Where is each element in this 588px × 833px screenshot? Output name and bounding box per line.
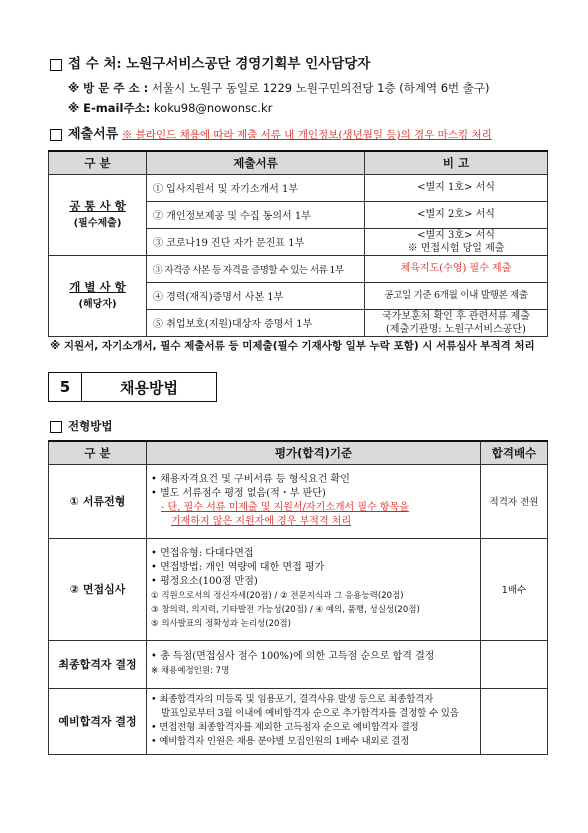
red-note: - 단, 필수 서류 미제출 및 지원서/자기소개서 필수 항목을: [161, 502, 409, 513]
multiplier-cell: 적격자 전원: [481, 464, 548, 538]
criteria-item: • 평정요소(100점 만점): [151, 576, 258, 587]
criteria-item: • 총 득점(면접심사 점수 100%)에 의한 고득점 순으로 합격 결정: [151, 651, 435, 662]
remark-cell: <별지 2호> 서식: [365, 201, 548, 228]
doc-cell: ① 입사지원서 및 자기소개서 1부: [147, 174, 365, 201]
table-row: [49, 464, 548, 538]
disqualification-warning: ※ 지원서, 자기소개서, 필수 제출서류 등 미제출(필수 기재사항 일부 누락 포함) 시 서류심사 부적격 처리: [50, 340, 535, 352]
checkbox-icon: [50, 59, 62, 71]
scoring-item: ③ 창의력, 의지력, 기타발전 가능성(20점) / ④ 예의, 품행, 성실성(20점): [151, 605, 420, 615]
remark-cell: <별지 1호> 서식: [365, 174, 548, 201]
stage-document-screening: ① 서류전형: [49, 464, 147, 538]
category-sub: (해당자): [78, 298, 117, 310]
table-header-row: [49, 441, 548, 464]
table-header-row: [49, 151, 548, 174]
stage-interview: ② 면접심사: [49, 538, 147, 640]
table-row: [49, 688, 548, 754]
section-number: 5: [49, 373, 82, 401]
category-sub: (필수제출): [73, 217, 122, 229]
checkbox-icon: [50, 129, 62, 141]
multiplier-cell: [481, 688, 548, 754]
criteria-cell: [147, 640, 481, 688]
doc-cell: ③ 자격증 사본 등 자격을 증명할 수 있는 서류 1부: [147, 255, 365, 282]
doc-cell: ③ 코로나19 진단 자가 문진표 1부: [147, 228, 365, 255]
criteria-item: • 면접전형 최종합격자를 제외한 고득점자 순으로 예비합격자 결정: [151, 722, 419, 733]
category-common: [49, 174, 147, 255]
criteria-item: • 채용자격요건 및 구비서류 등 형식요건 확인: [151, 474, 350, 485]
email-value: koku98@nowonsc.kr: [153, 101, 273, 115]
multiplier-cell: 1배수: [481, 538, 548, 640]
criteria-item: • 면접유형: 다대다면접: [151, 548, 254, 559]
planned-headcount: ※ 채용예정인원: 7명: [151, 666, 230, 676]
process-heading-text: 전형방법: [68, 419, 113, 433]
remark-cell: 체육지도(수영) 필수 제출: [365, 255, 548, 282]
criteria-item: • 최종합격자의 미등록 및 임용포기, 결격사유 발생 등으로 최종합격자: [151, 694, 434, 705]
criteria-cell: [147, 538, 481, 640]
process-heading: [50, 418, 112, 434]
remark-line: (제출기관명: 노원구서비스공단): [386, 323, 526, 335]
remark-cell: [365, 309, 548, 336]
selection-process-table: [48, 440, 548, 755]
category-label: 공 통 사 항: [69, 198, 126, 213]
criteria-item: • 예비합격자 인원은 채용 분야별 모집인원의 1배수 내외로 결정: [151, 736, 410, 747]
remark-line: 국가보훈처 확인 후 관련서류 제출: [382, 310, 530, 322]
contact-heading: [50, 52, 370, 72]
header-category: 구 분: [49, 151, 147, 174]
criteria-item: 발표일로부터 3월 이내에 예비합격자 순으로 추가합격자를 결정할 수 있음: [161, 708, 459, 719]
remark-line: ※ 면접시험 당일 제출: [407, 242, 505, 254]
red-note: 기재하지 않은 지원자에 경우 부적격 처리: [171, 516, 352, 527]
table-row: [49, 640, 548, 688]
section-header: [48, 372, 217, 402]
address-line: [68, 80, 490, 96]
remark-cell: [365, 228, 548, 255]
table-row: [49, 538, 548, 640]
doc-cell: ② 개인정보제공 및 수집 동의서 1부: [147, 201, 365, 228]
remark-line: <별지 3호> 서식: [417, 229, 495, 241]
masking-note: ※ 블라인드 채용에 따라 제출 서류 내 개인정보(생년월일 등)의 경우 마스킹 처리: [121, 129, 492, 141]
email-label: ※ E-mail주소:: [68, 101, 151, 115]
scoring-item: ① 직원으로서의 정신자세(20점) / ② 전문지식과 그 응용능력(20점): [151, 591, 404, 601]
stage-reserve-decision: 예비합격자 결정: [49, 688, 147, 754]
scoring-item: ⑤ 의사발표의 정확성과 논리성(20점): [151, 619, 291, 629]
category-individual: [49, 255, 147, 336]
multiplier-cell: [481, 640, 548, 688]
contact-heading-text: 접 수 처: 노원구서비스공단 경영기획부 인사담당자: [68, 56, 371, 72]
criteria-item: • 별도 서류점수 평정 없음(적・부 판단): [151, 488, 326, 499]
header-remarks: 비 고: [365, 151, 548, 174]
header-multiplier: 합격배수: [481, 441, 548, 464]
email-line: [68, 100, 272, 116]
checkbox-icon: [50, 421, 62, 433]
table-row: [49, 255, 548, 282]
header-criteria: 평가(합격)기준: [147, 441, 481, 464]
header-documents: 제출서류: [147, 151, 365, 174]
docs-heading-label: 제출서류: [68, 127, 119, 142]
address-label: ※ 방 문 주 소 :: [68, 81, 149, 95]
header-stage: 구 분: [49, 441, 147, 464]
criteria-cell: [147, 464, 481, 538]
category-label: 개 별 사 항: [69, 279, 126, 294]
table-row: [49, 174, 548, 201]
criteria-item: • 면접방법: 개인 역량에 대한 면접 평가: [151, 562, 325, 573]
doc-cell: ⑤ 취업보호(지원)대상자 증명서 1부: [147, 309, 365, 336]
section-title: 채용방법: [120, 378, 178, 397]
remark-cell: 공고일 기준 6개월 이내 발행본 제출: [365, 282, 548, 309]
stage-final-decision: 최종합격자 결정: [49, 640, 147, 688]
docs-heading: [50, 123, 492, 142]
documents-table: [48, 150, 548, 337]
doc-cell: ④ 경력(재직)증명서 사본 1부: [147, 282, 365, 309]
address-value: 서울시 노원구 동일로 1229 노원구민의전당 1층 (하계역 6번 출구): [151, 81, 490, 95]
criteria-cell: [147, 688, 481, 754]
